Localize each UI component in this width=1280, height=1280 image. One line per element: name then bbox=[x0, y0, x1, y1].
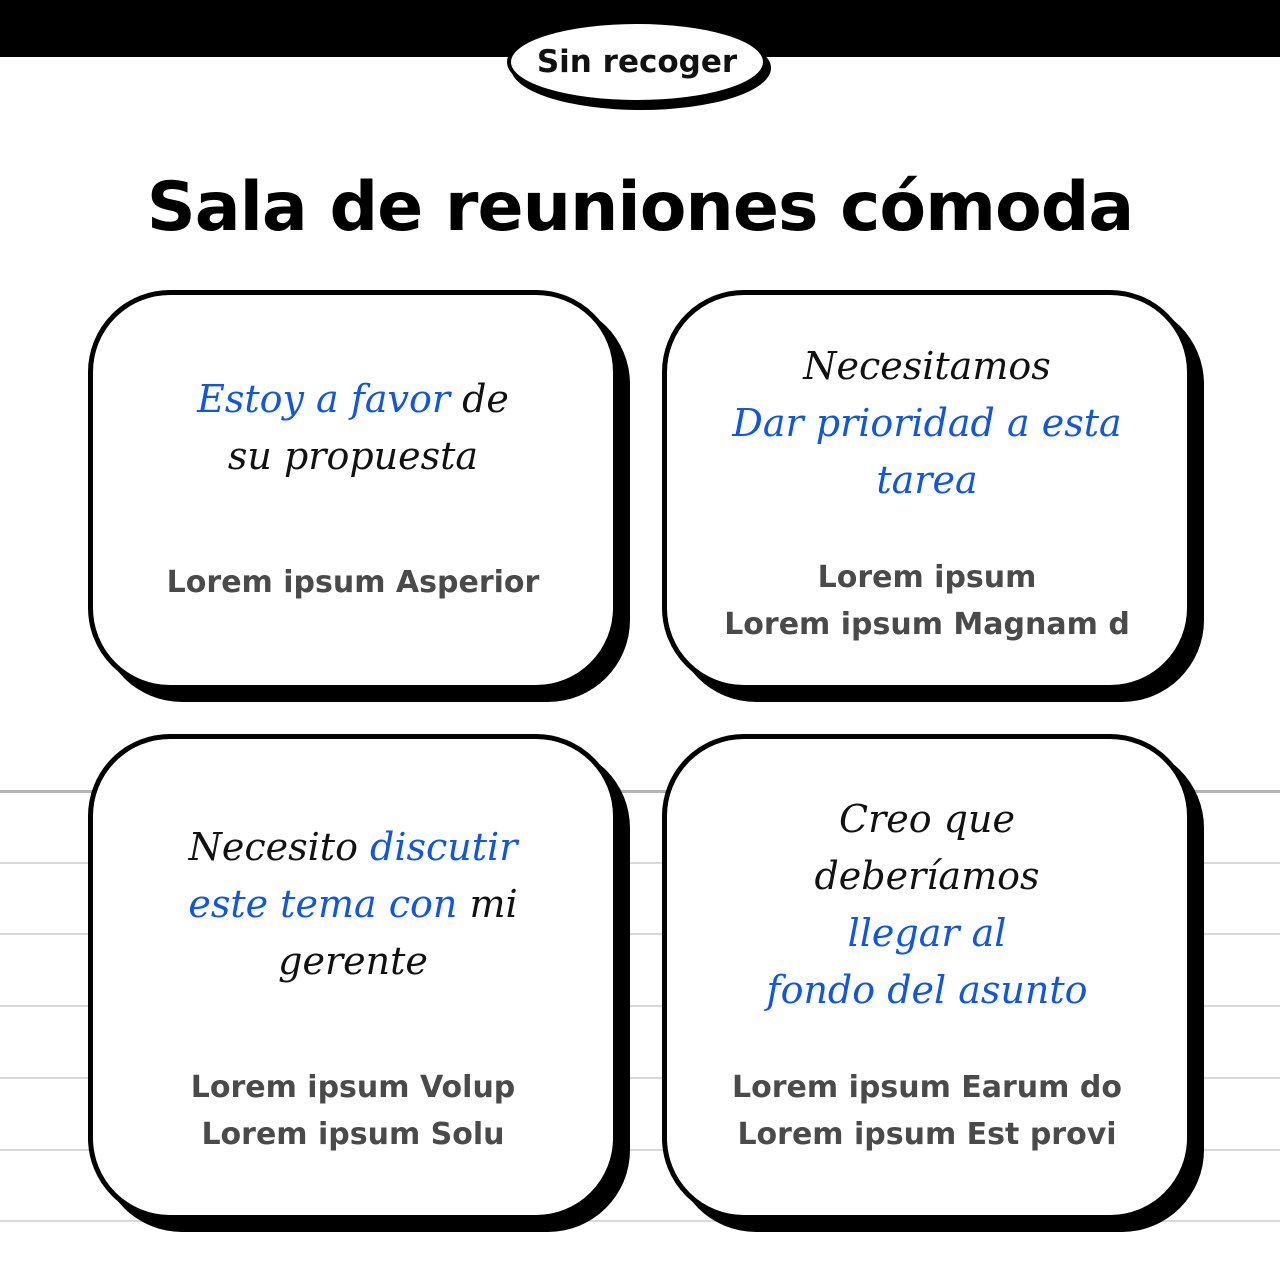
highlighted-phrase: discutir bbox=[370, 825, 518, 869]
quote-text: su propuesta bbox=[227, 434, 479, 478]
status-badge: Sin recoger bbox=[507, 20, 767, 104]
caption-line: Lorem ipsum Solu bbox=[201, 1117, 505, 1152]
quote-line bbox=[667, 962, 1187, 1019]
caption-line: Lorem ipsum Est provi bbox=[737, 1117, 1117, 1152]
phrase-card bbox=[88, 290, 618, 690]
phrase-card bbox=[88, 734, 618, 1220]
quote-text: Necesito bbox=[188, 825, 371, 869]
phrase-card bbox=[662, 290, 1192, 690]
card-quote bbox=[667, 791, 1187, 1019]
highlighted-phrase: Estoy a favor bbox=[197, 377, 450, 421]
quote-text: Creo que bbox=[839, 797, 1015, 841]
quote-line bbox=[667, 905, 1187, 962]
highlighted-phrase: tarea bbox=[876, 458, 978, 502]
caption-line: Lorem ipsum Volup bbox=[190, 1070, 516, 1105]
caption-line: Lorem ipsum Asperior bbox=[166, 565, 540, 600]
card-caption bbox=[667, 1064, 1187, 1158]
card-caption bbox=[667, 554, 1187, 648]
quote-line bbox=[667, 338, 1187, 395]
quote-line bbox=[93, 819, 613, 876]
quote-line bbox=[667, 791, 1187, 848]
quote-line bbox=[667, 848, 1187, 905]
caption-line: Lorem ipsum bbox=[817, 560, 1037, 595]
quote-text: deberíamos bbox=[814, 854, 1040, 898]
quote-line bbox=[93, 876, 613, 933]
card-caption bbox=[93, 1064, 613, 1158]
quote-line bbox=[93, 371, 613, 428]
quote-line bbox=[93, 933, 613, 990]
quote-text: de bbox=[450, 377, 509, 421]
quote-line bbox=[667, 395, 1187, 452]
caption-line: Lorem ipsum Earum do bbox=[732, 1070, 1122, 1105]
highlighted-phrase: este tema con bbox=[188, 882, 458, 926]
card-quote bbox=[93, 819, 613, 990]
highlighted-phrase: llegar al bbox=[847, 911, 1007, 955]
highlighted-phrase: Dar prioridad a esta bbox=[732, 401, 1122, 445]
quote-text: mi bbox=[457, 882, 518, 926]
quote-text: Necesitamos bbox=[803, 344, 1051, 388]
highlighted-phrase: fondo del asunto bbox=[766, 968, 1088, 1012]
caption-line: Lorem ipsum Magnam d bbox=[724, 607, 1130, 642]
card-caption bbox=[93, 559, 613, 606]
quote-line bbox=[93, 428, 613, 485]
card-quote bbox=[667, 338, 1187, 509]
page-title: Sala de reuniones cómoda bbox=[146, 168, 1134, 247]
quote-text: gerente bbox=[278, 939, 428, 983]
quote-line bbox=[667, 452, 1187, 509]
phrase-card bbox=[662, 734, 1192, 1220]
card-quote bbox=[93, 371, 613, 485]
